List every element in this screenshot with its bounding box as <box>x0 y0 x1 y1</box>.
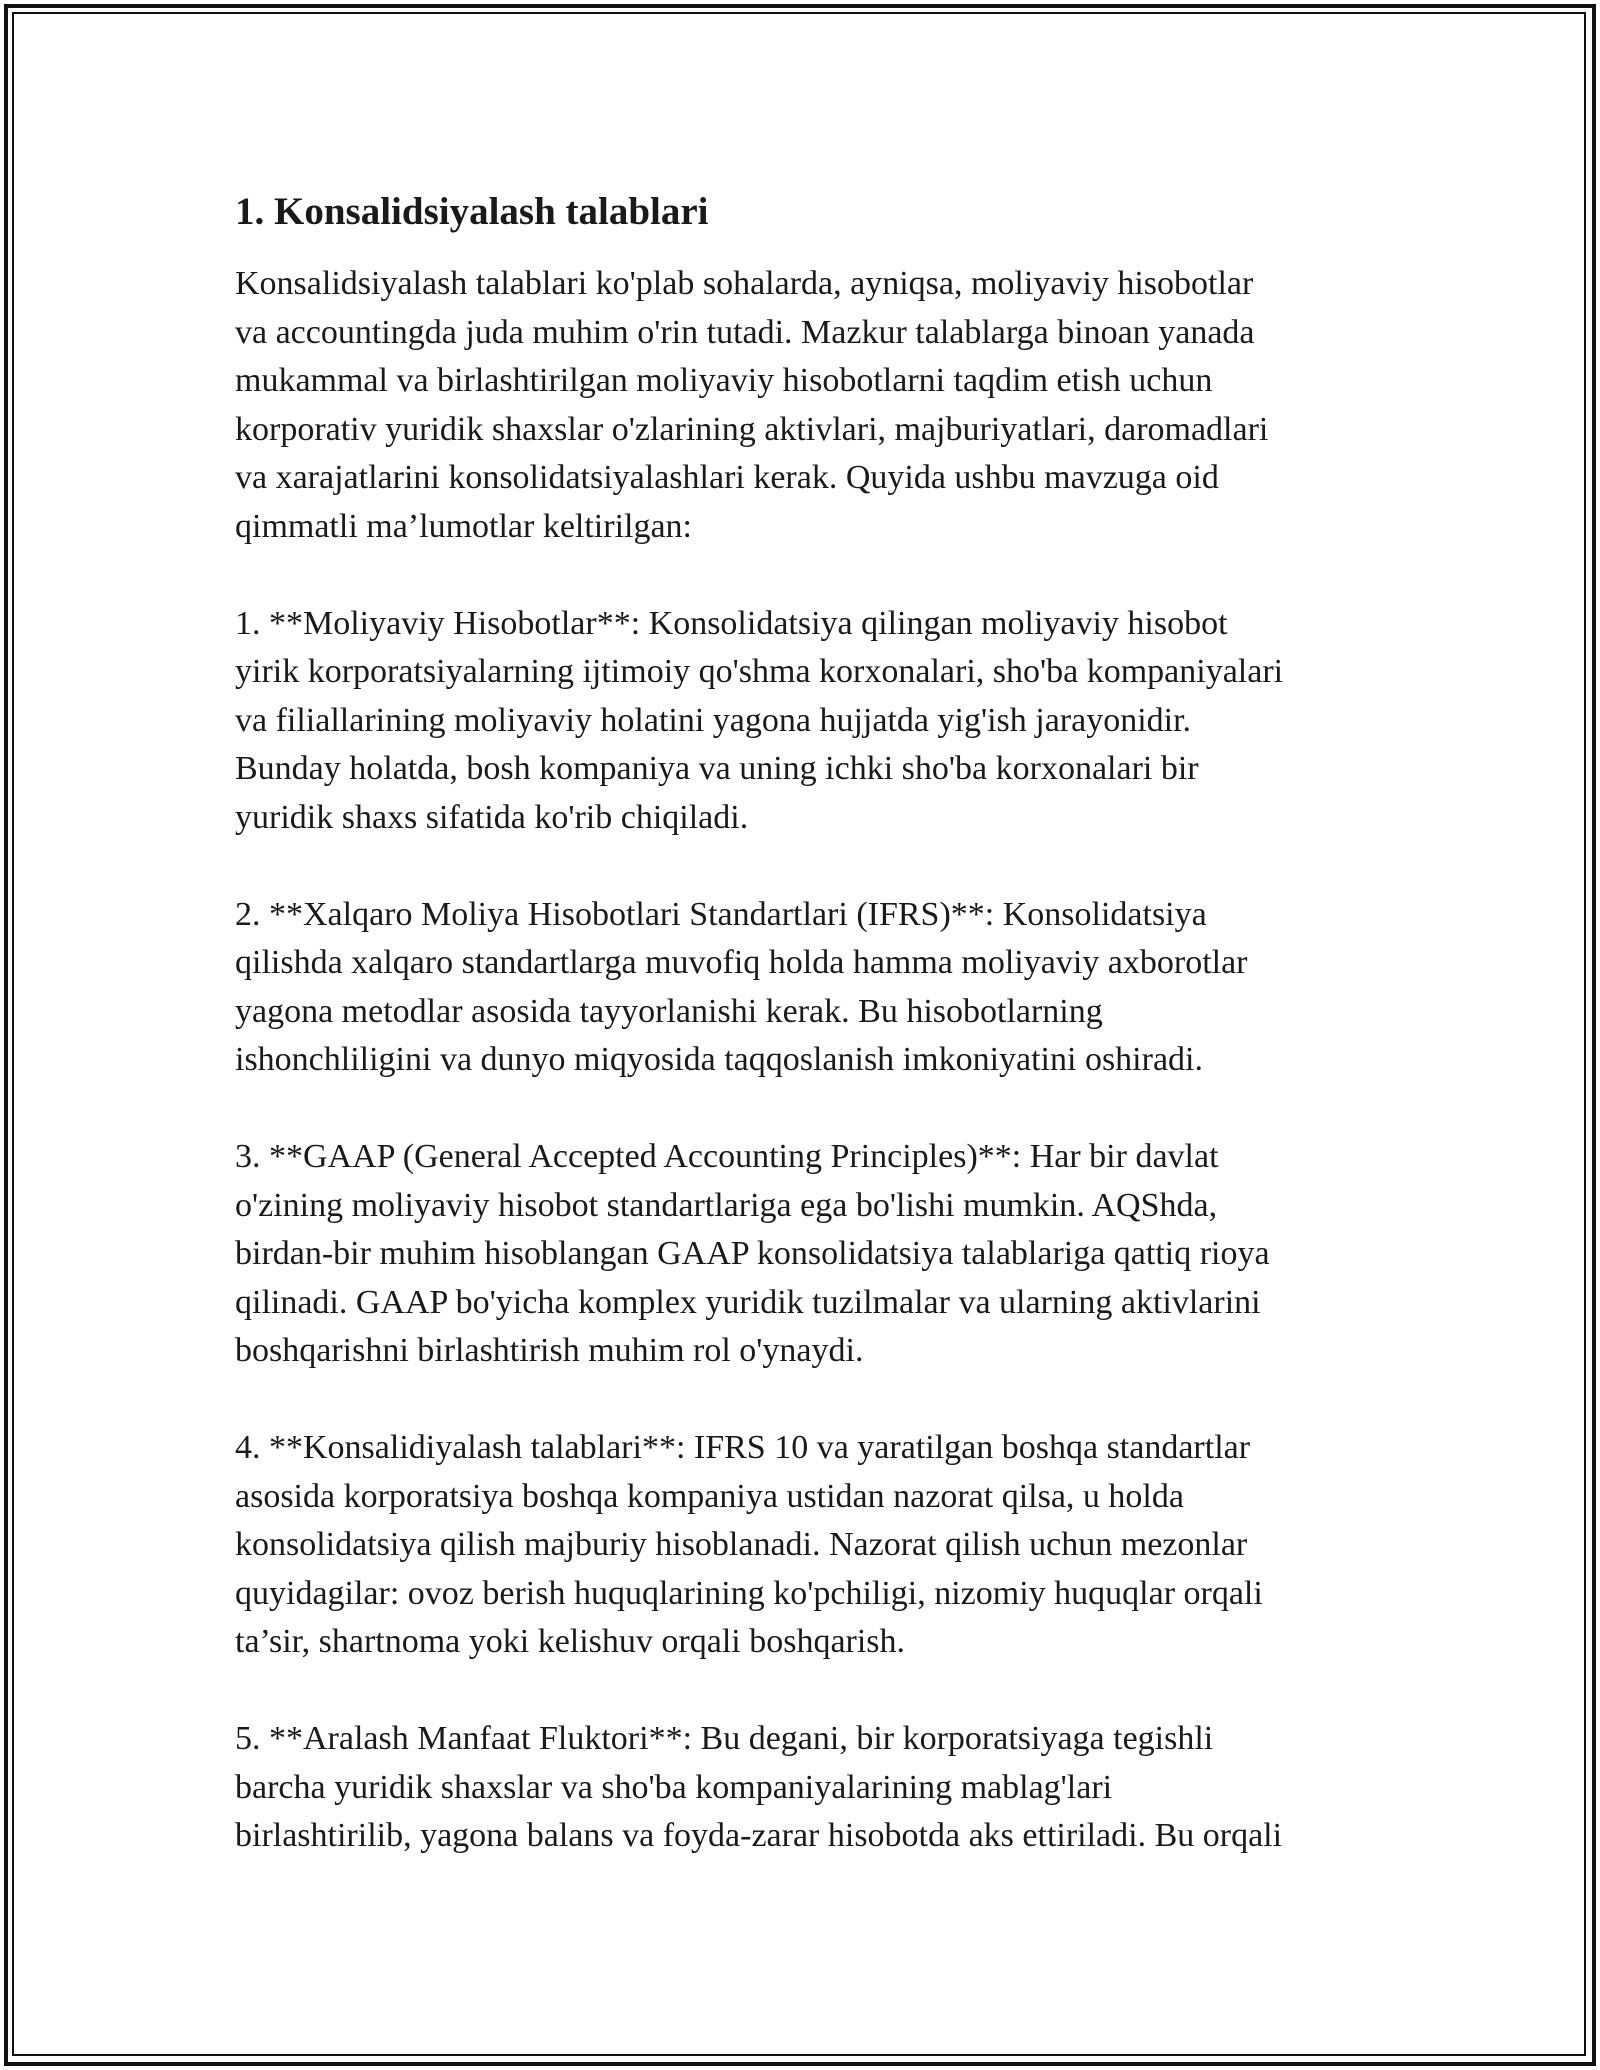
text-line: 5. **Aralash Manfaat Fluktori**: Bu degani, bir korporatsiyaga tegishli <box>235 1720 1214 1757</box>
text-line: yirik korporatsiyalarning ijtimoiy qo'shma korxonalari, sho'ba kompaniyalari <box>235 653 1284 690</box>
text-line: Konsalidsiyalash talablari ko'plab sohalarda, ayniqsa, moliyaviy hisobotlar <box>235 265 1254 302</box>
text-line: 2. **Xalqaro Moliya Hisobotlari Standartlari (IFRS)**: Konsolidatsiya <box>235 895 1207 933</box>
paragraph <box>235 260 1385 551</box>
text-line: va xarajatlarini konsolidatsiyalashlari kerak. Quyida ushbu mavzuga oid <box>235 459 1219 496</box>
document-page <box>235 184 1385 1909</box>
text-line: yuridik shaxs sifatida ko'rib chiqiladi. <box>235 798 749 836</box>
text-line: birlashtirilib, yagona balans va foyda-zarar hisobotda aks ettiriladi. Bu orqali <box>235 1817 1283 1854</box>
text-line: birdan-bir muhim hisoblangan GAAP konsolidatsiya talablariga qattiq rioya <box>235 1235 1270 1272</box>
document-body <box>235 260 1385 1861</box>
text-line: qimmatli ma’lumotlar keltirilgan: <box>235 507 693 545</box>
text-line: va accountingda juda muhim o'rin tutadi. Mazkur talablarga binoan yanada <box>235 313 1255 351</box>
paragraph <box>235 891 1385 1085</box>
paragraph <box>235 600 1385 843</box>
text-line: o'zining moliyaviy hisobot standartlariga ega bo'lishi mumkin. AQShda, <box>235 1186 1218 1224</box>
text-line: 1. **Moliyaviy Hisobotlar**: Konsolidatsiya qilingan moliyaviy hisobot <box>235 604 1228 642</box>
text-line: qilishda xalqaro standartlarga muvofiq holda hamma moliyaviy axborotlar <box>235 944 1248 981</box>
text-line: konsolidatsiya qilish majburiy hisoblanadi. Nazorat qilish uchun mezonlar <box>235 1526 1248 1563</box>
text-line: asosida korporatsiya boshqa kompaniya ustidan nazorat qilsa, u holda <box>235 1477 1184 1515</box>
text-line: ta’sir, shartnoma yoki kelishuv orqali boshqarish. <box>235 1623 906 1660</box>
text-line: qilinadi. GAAP bo'yicha komplex yuridik tuzilmalar va ularning aktivlarini <box>235 1283 1261 1321</box>
paragraph <box>235 1715 1385 1861</box>
text-line: mukammal va birlashtirilgan moliyaviy hisobotlarni taqdim etish uchun <box>235 362 1213 399</box>
document-title: 1. Konsalidsiyalash talablari <box>235 190 709 233</box>
text-line: 3. **GAAP (General Accepted Accounting Principles)**: Har bir davlat <box>235 1138 1219 1175</box>
paragraph <box>235 1424 1385 1667</box>
text-line: Bunday holatda, bosh kompaniya va uning ichki sho'ba korxonalari bir <box>235 750 1199 787</box>
text-line: barcha yuridik shaxslar va sho'ba kompaniyalarining mablag'lari <box>235 1768 1113 1806</box>
text-line: quyidagilar: ovoz berish huquqlarining ko'pchiligi, nizomiy huquqlar orqali <box>235 1574 1263 1612</box>
text-line: yagona metodlar asosida tayyorlanishi kerak. Bu hisobotlarning <box>235 992 1103 1030</box>
text-line: korporativ yuridik shaxslar o'zlarining aktivlari, majburiyatlari, daromadlari <box>235 410 1269 448</box>
text-line: ishonchliligini va dunyo miqyosida taqqoslanish imkoniyatini oshiradi. <box>235 1041 1203 1078</box>
text-line: 4. **Konsalidiyalash talablari**: IFRS 10 va yaratilgan boshqa standartlar <box>235 1429 1251 1466</box>
text-line: boshqarishni birlashtirish muhim rol o'ynaydi. <box>235 1332 864 1369</box>
paragraph <box>235 1133 1385 1376</box>
text-line: va filiallarining moliyaviy holatini yagona hujjatda yig'ish jarayonidir. <box>235 701 1192 739</box>
